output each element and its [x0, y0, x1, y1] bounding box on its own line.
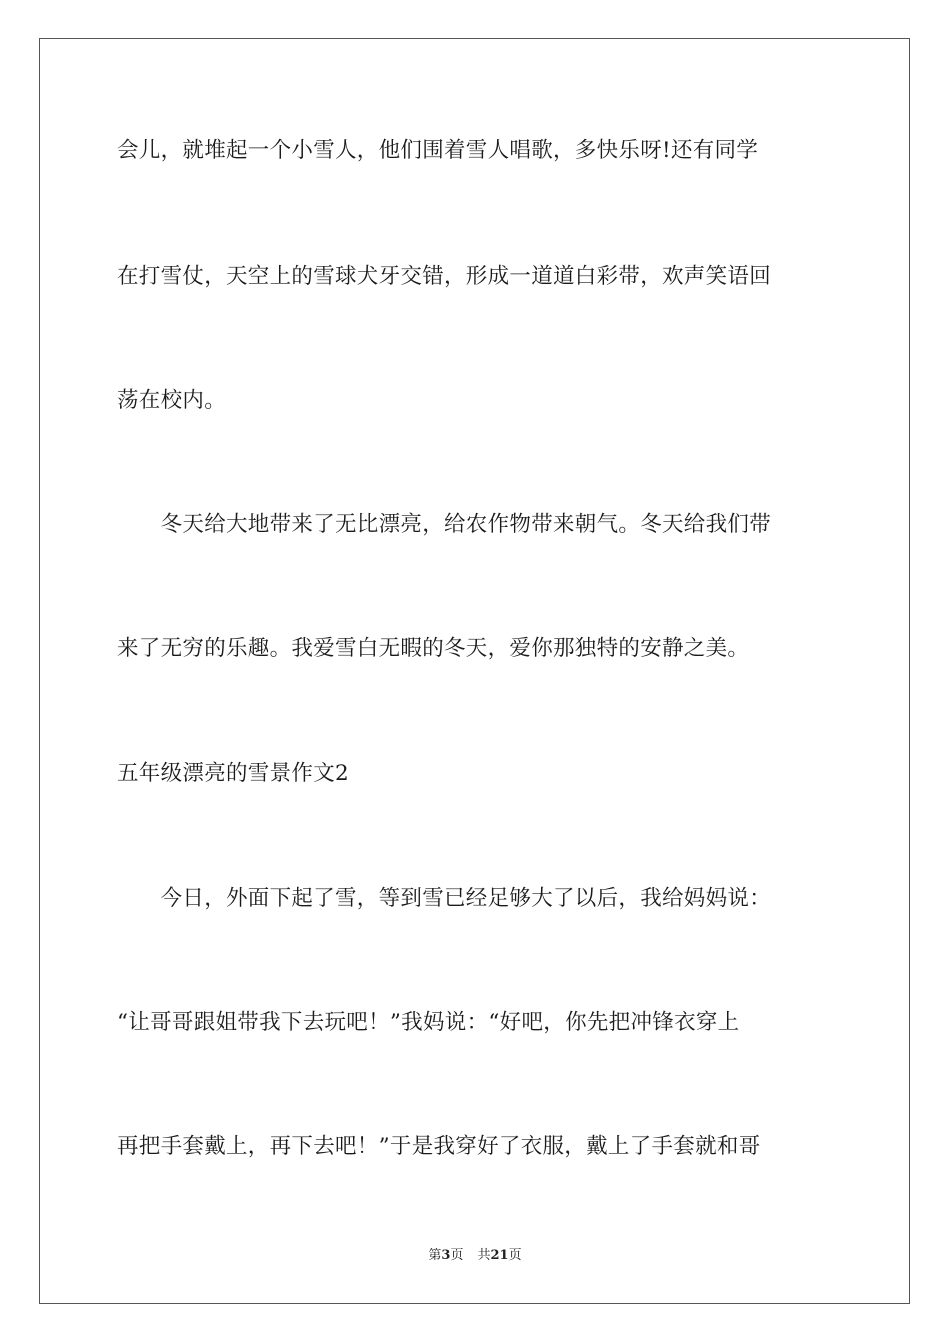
- paragraph-first-line: 冬天给大地带来了无比漂亮，给农作物带来朝气。冬天给我们带: [117, 512, 772, 537]
- total-prefix: 共: [477, 1248, 491, 1263]
- page-border: [39, 38, 910, 1304]
- text-line: “让哥哥跟姐带我下去玩吧！”我妈说：“好吧，你先把冲锋衣穿上: [117, 1010, 740, 1035]
- current-page-number: 3: [441, 1248, 451, 1263]
- text-line: 在打雪仗，天空上的雪球犬牙交错，形成一道道白彩带，欢声笑语回: [117, 264, 772, 289]
- text-line: 再把手套戴上，再下去吧！”于是我穿好了衣服，戴上了手套就和哥: [117, 1134, 761, 1159]
- text-line: 荡在校内。: [117, 388, 227, 413]
- page-suffix: 页: [450, 1248, 464, 1263]
- page-footer: [0, 1246, 950, 1266]
- total-pages-number: 21: [490, 1248, 509, 1263]
- total-suffix: 页: [508, 1248, 522, 1263]
- paragraph-first-line: 今日，外面下起了雪，等到雪已经足够大了以后，我给妈妈说：: [117, 886, 772, 911]
- section-heading: 五年级漂亮的雪景作文2: [117, 761, 349, 786]
- text-line: 会儿，就堆起一个小雪人，他们围着雪人唱歌，多快乐呀!还有同学: [117, 138, 759, 163]
- page-prefix: 第: [428, 1248, 442, 1263]
- text-line: 来了无穷的乐趣。我爱雪白无暇的冬天，爱你那独特的安静之美。: [117, 636, 750, 661]
